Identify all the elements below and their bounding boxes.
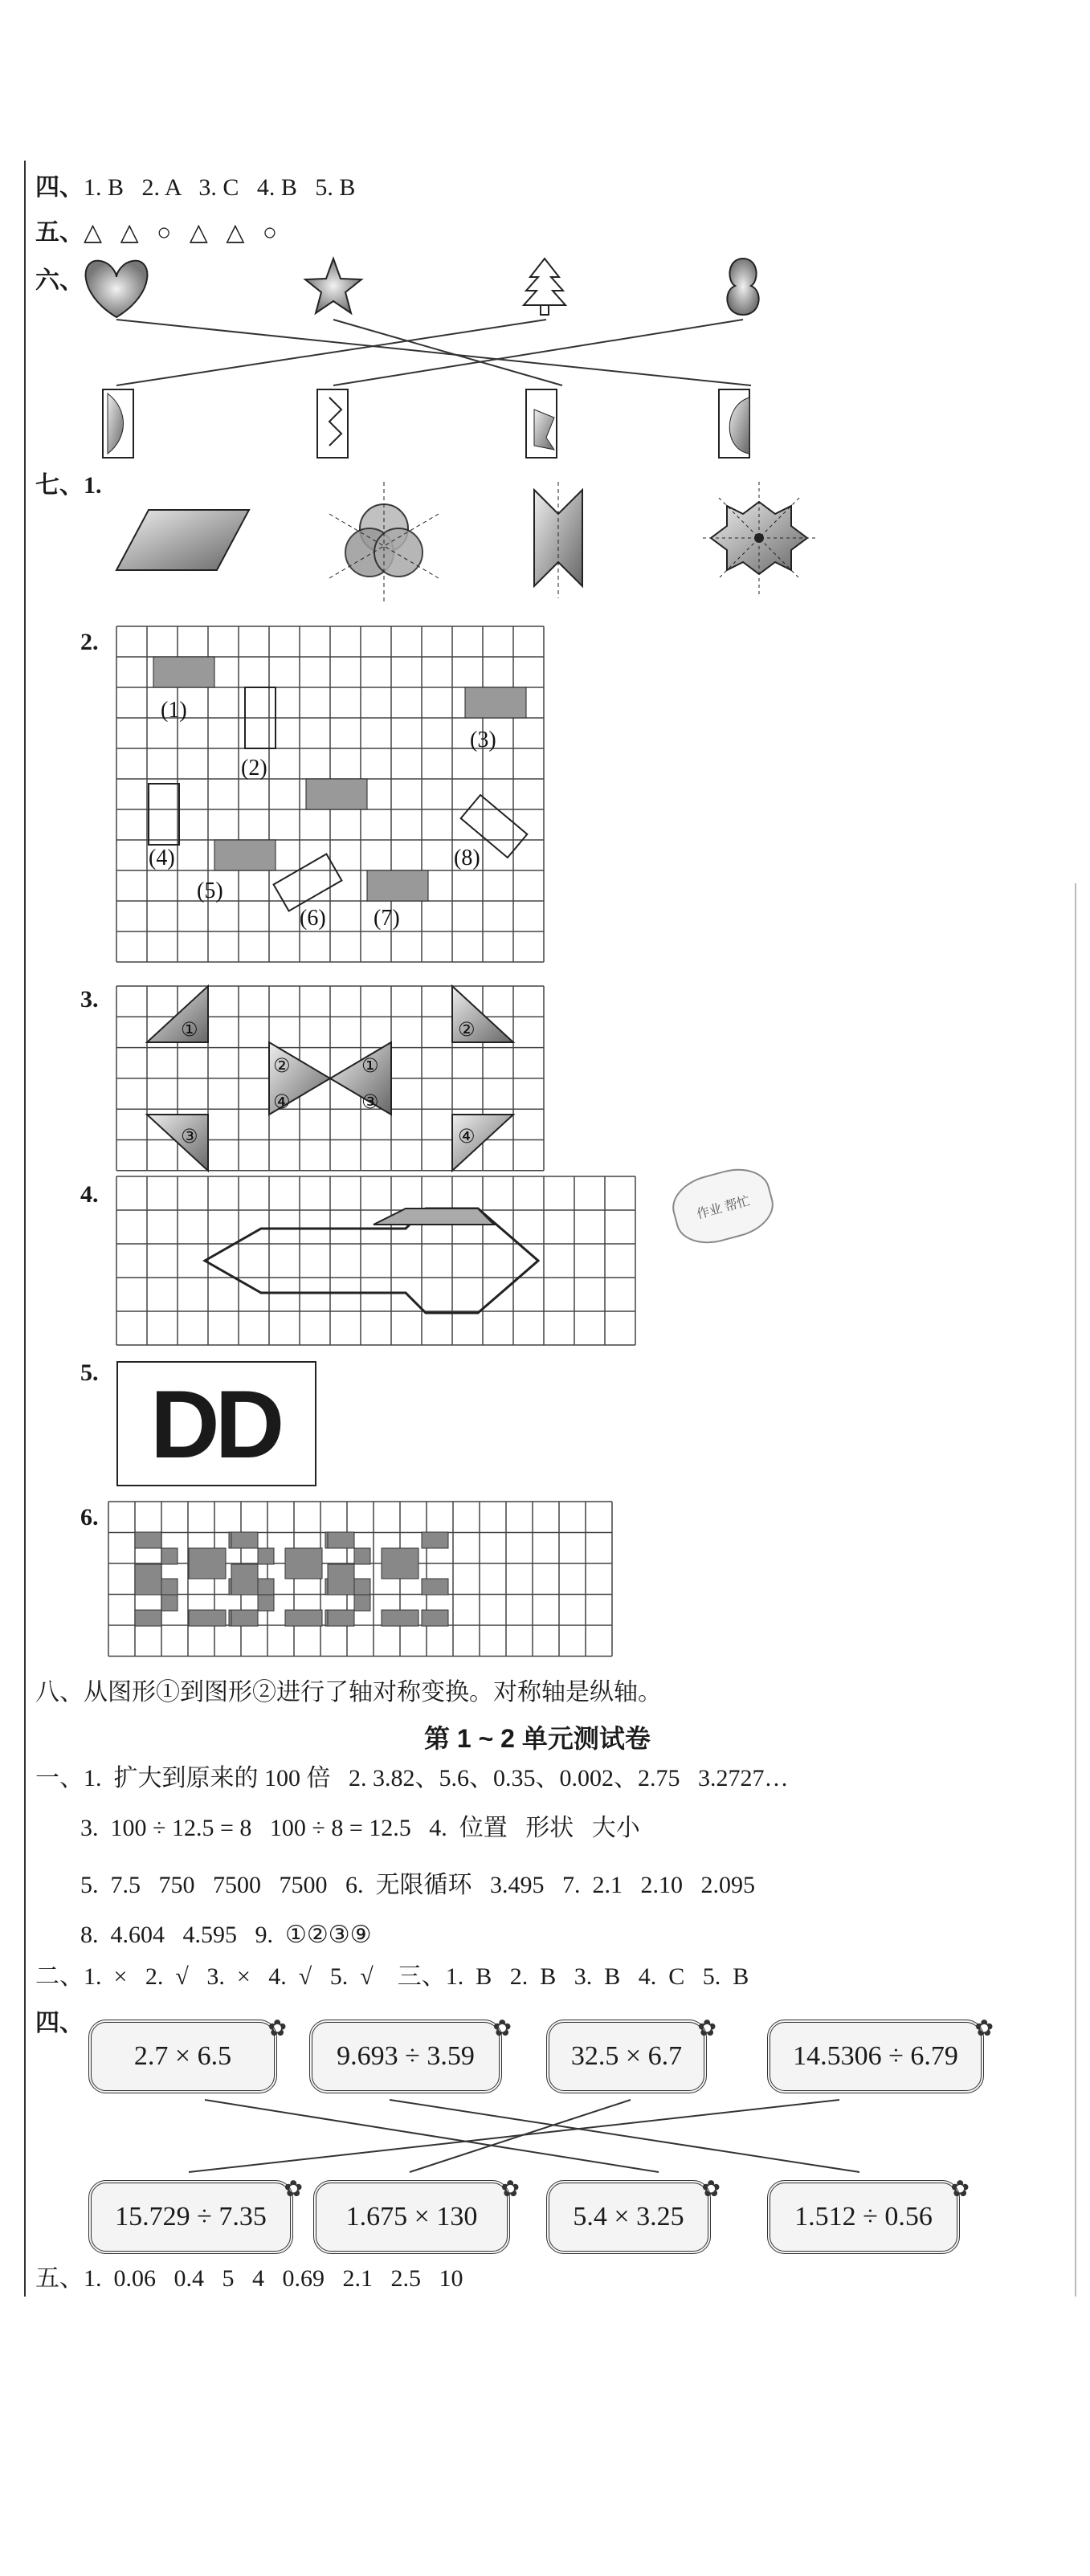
half-shape-2 [317, 389, 348, 458]
test-line-3: 5. 7.5 750 7500 7500 6. 无限循环 3.495 7. 2.1 2.10 2.095 [80, 1872, 755, 1898]
grid3-tag-c: ① [361, 1054, 379, 1077]
test-line-1: 一、1. 扩大到原来的 100 倍 2. 3.82、5.6、0.35、0.002、2.75 3.2727… [35, 1765, 789, 1791]
chevron-figure [534, 482, 582, 598]
q4-label: 四、 [35, 174, 84, 201]
bottom-badge-1: 15.729 ÷ 7.35 ✿ [88, 2180, 293, 2254]
grid2-tag-5: (5) [197, 878, 223, 903]
grid2-tag-2: (2) [241, 756, 267, 781]
top-badge-3: 32.5 × 6.7 ✿ [546, 2020, 707, 2093]
grid2-tag-1: (1) [161, 698, 187, 723]
grid2-tag-4: (4) [149, 846, 175, 870]
bottom-badge-2: 1.675 × 130 ✿ [313, 2180, 510, 2254]
test-line-6: 五、1. 0.06 0.4 5 4 0.69 2.1 2.5 10 [35, 2265, 463, 2292]
fig5-letters: DD [150, 1371, 280, 1478]
grid3-tag-b: ② [273, 1054, 291, 1077]
grid2-label: 2. [80, 629, 99, 655]
half-shape-4 [719, 389, 749, 458]
half-shape-1 [103, 389, 133, 458]
rings-figure [329, 482, 439, 602]
grid2-tag-3: (3) [470, 728, 496, 752]
grid3-label: 3. [80, 986, 99, 1013]
grid2-tag-8: (8) [454, 846, 480, 870]
top-badge-4: 14.5306 ÷ 6.79 ✿ [767, 2020, 984, 2093]
q8-answer: 八、从图形①到图形②进行了轴对称变换。对称轴是纵轴。 [35, 1679, 662, 1706]
fig5-label: 5. [80, 1359, 99, 1386]
test-line-4: 8. 4.604 4.595 9. ①②③⑨ [80, 1922, 372, 1948]
q5-answers: △ △ ○ △ △ ○ [84, 219, 278, 246]
grid4-figure [116, 1176, 639, 1345]
half-shape-3 [526, 389, 557, 458]
right-margin-rule [1075, 883, 1076, 2297]
q7-label: 七、1. [35, 472, 102, 499]
gear-figure [703, 482, 815, 594]
grid3-tag-f: ③ [361, 1090, 379, 1113]
grid2-tag-6: (6) [300, 906, 326, 931]
grid3-tag-h: ④ [458, 1125, 476, 1147]
test-line-5: 二、1. × 2. √ 3. × 4. √ 5. √ 三、1. B 2. B 3. B 4. C 5. B [35, 1963, 749, 1990]
q5-label: 五、 [35, 219, 84, 246]
q6-label: 六、 [35, 267, 84, 294]
bottom-badge-4: 1.512 ÷ 0.56 ✿ [767, 2180, 960, 2254]
q4-answers: 1. B 2. A 3. C 4. B 5. B [84, 174, 356, 201]
grid2-tag-7: (7) [374, 906, 400, 931]
tree-shape [524, 259, 565, 315]
homework-stamp: 作业 帮忙 [666, 1160, 780, 1251]
grid4-label: 4. [80, 1181, 99, 1208]
heart-shape [86, 261, 148, 317]
grid6-pattern [108, 1502, 655, 1662]
grid3-tag-d: ④ [273, 1090, 291, 1113]
grid2-figure [116, 626, 598, 980]
grid3-tag-a: ① [181, 1018, 198, 1041]
parallelogram-figure [116, 510, 249, 570]
unit-test-title: 第 1 ~ 2 单元测试卷 [424, 1724, 651, 1753]
grid3-figure [116, 986, 566, 1171]
fig5-box [116, 1361, 316, 1486]
grid3-tag-e: ③ [181, 1125, 198, 1147]
grid3-tag-g: ② [458, 1018, 476, 1041]
star-shape [305, 259, 361, 313]
test-q4-label: 四、 [35, 2010, 84, 2036]
q7-symmetry-figures [0, 466, 1090, 626]
bottom-badge-3: 5.4 × 3.25 ✿ [546, 2180, 711, 2254]
top-badge-1: 2.7 × 6.5 ✿ [88, 2020, 277, 2093]
test-line-2: 3. 100 ÷ 12.5 = 8 100 ÷ 8 = 12.5 4. 位置 形状 大小 [80, 1815, 640, 1841]
grid6-label: 6. [80, 1504, 99, 1531]
gourd-shape [727, 259, 758, 315]
top-badge-2: 9.693 ÷ 3.59 ✿ [309, 2020, 502, 2093]
